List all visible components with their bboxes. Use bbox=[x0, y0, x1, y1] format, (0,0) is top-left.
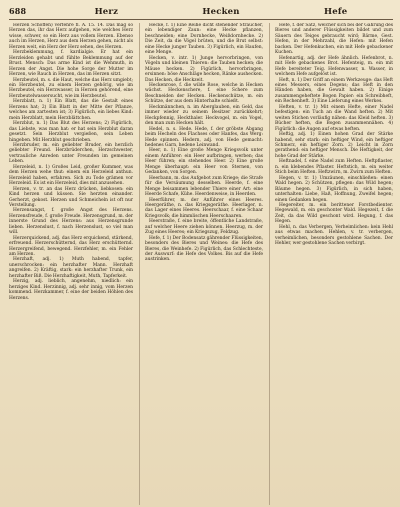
page-number: 688 bbox=[9, 6, 27, 16]
dictionary-entry: Heftig, adj. 1) Einen hohen Grad der Stärke habend, sehr stark: ein heftiger Wind, ein heftiger Schmerz, ein heftiger Zorn. 2) Leicht in Zorn gerathend: ein heftiger Mensch. Die Heftigkeit, der hohe Grad der Stärke. bbox=[275, 132, 393, 159]
dictionary-entry: Hegen, v. tr. 1) Umzäunen, einschließen: einen Wald hegen. 2) Schützen, pflegen: das Wild hegen; Bäume hegen. 3) Figürlich, in sich haben, unterhalten: Liebe, Haß, Hoffnung, Zweifel hegen; einen Gedanken hegen. bbox=[275, 175, 393, 203]
dictionary-entry: Herzbeutel, m. s. die Haut, welche das Herz umgiebt; ein Herzbeutel, zu einem Herzen gehörig, wie im Herzbeutel, ein Herzwasser, in Herzen gehörend, eine Herzbeutelwassersucht, wie im Herzbeutel. bbox=[9, 77, 133, 99]
dictionary-entry: Herzblatt, n. 1) Ein Blatt, das die Gestalt eines Herzens hat; 2) Ein Blatt in der Mitte der Pflanze, welches am zartesten ist; 3) Figürlich, ein liebes Kind: mein Herzblatt, mein Herzblättchen. bbox=[9, 99, 133, 121]
dictionary-entry: Heft, n. 1) Der Griff an einem Werkzeuge: das Heft eines Messers, eines Degens; das Heft in den Händen haben, die Gewalt haben. 2) Einige zusammengeheftete Bogen Papier: ein Schreibheft, ein Rechenheft. 3) Eine Lieferung eines Werkes. bbox=[275, 77, 393, 105]
dictionary-entry: Heften, v. tr. 1) Mit einem Hefte, einer Nadel befestigen: ein Tuch an die Wand heften. 2) Mit weiten Stichen vorläufig nähen: das Kleid heften. 3) Bücher heften, die Bogen zusammennähen. 4) Figürlich: die Augen auf etwas heften. bbox=[275, 104, 393, 132]
dictionary-entry: Hedel, n. s. Hede. Hede, f. der gröbste Abgang beim Hecheln des Flachses oder Hanfes, das Werg: Hede spinnen. Hedern, adj. von Hede gemacht: hedenes Garn, hedene Leinwand. bbox=[145, 126, 263, 148]
headword-center: Hecken bbox=[202, 7, 240, 17]
dictionary-entry: Heerführer, m. der Anführer eines Heeres. Heergeräthe, n. das Kriegsgeräthe. Heerlager, n. das Lager eines Heeres. Heerschaar, f. eine Schaar Kriegsvolk; die himmlischen Heerschaaren. bbox=[145, 197, 263, 219]
dictionary-entry: Herzhaft, adj. 1) Muth habend, tapfer, unerschrocken: ein herzhafter Mann. Herzhaft angreifen. 2) Kräftig, stark: ein herzhafter Trunk, ein herzhafter Biß. Die Herzhaftigkeit, Muth, Tapferkeit. bbox=[9, 257, 133, 279]
dictionary-entry: Hehl, n. das Verbergen, Verheimlichen: kein Hehl aus etwas machen. Hehlen, v. tr. verbergen, verheimlichen, besonders gestohlene Sachen. Der Hehler, wer gestohlene Sachen verbirgt. bbox=[275, 224, 393, 247]
dictionary-entry: Herzeleid, n. 1) Großes Leid, großer Kummer, was dem Herzen wehe thut: einem ein Herzeleid anthun. Herzeleid haben, erfahren. Sich zu Tode grämen vor Herzeleid. Es ist ein Herzeleid, dies mit anzusehen. bbox=[9, 164, 133, 187]
dictionary-entry: Herzensangst, f. große Angst des Herzens. Herzensfreude, f. große Freude. Herzensgrund, m. der innerste Grund des Herzens: aus Herzensgrunde lieben. Herzenslust, f. nach Herzenslust, so viel man will. bbox=[9, 208, 133, 236]
dictionary-entry: Heer, n. 1) Eine große Menge Kriegsvolk unter einem Anführer: ein Heer aufbringen, werben; das Heer führen; ein stehendes Heer. 2) Eine große Menge überhaupt: ein Heer von Sternen, von Gedanken, von Sorgen. bbox=[145, 148, 263, 176]
header-rule bbox=[9, 19, 393, 20]
headword-left: Herz bbox=[94, 7, 119, 17]
column-1 bbox=[9, 23, 133, 505]
dictionary-entry: Herzblut, n. 1) Das Blut des Herzens; 2) Figürlich, das Liebste, was man hat: er hat sein Herzblut daran gesetzt. Sein Herzblut vergießen, sein Leben hingeben. Mit Herzblut geschrieben. bbox=[9, 121, 133, 143]
dictionary-entry: Herzerquickend, adj. das Herz erquickend, stärkend, erfreuend. Herzerschütternd, das Herz erschütternd. Herzergreifend, bewegend. Herzfehler, m. ein Fehler am Herzen. bbox=[9, 235, 133, 258]
dictionary-entry: Herzbruder, m. ein geliebter Bruder, ein herzlich geliebter Freund. Herzbrüderchen, Herzschwester, vertrauliche Anreden unter Freunden im gemeinen Leben. bbox=[9, 142, 133, 165]
running-header bbox=[9, 6, 393, 18]
headword-right: Hefe bbox=[324, 7, 348, 17]
dictionary-entry: Heerstraße, f. eine breite, öffentliche Landstraße, auf welcher Heere ziehen können. Heerzug, m. der Zug eines Heeres; ein Kriegszug, Feldzug. bbox=[145, 219, 263, 236]
dictionary-entry: Heerbann, m. das Aufgebot zum Kriege; die Strafe für die Versäumung desselben. Heerde, f. eine Menge beisammen lebender Thiere einer Art: eine Heerde Schafe, Kühe. Heerdenweise, in Heerden. bbox=[145, 175, 263, 198]
dictionary-entry: Herzen Schöffen) verfehre fl. A. 15. 14. Das mag so Herzen das, ihr das Herz aufgehen, wie welches Herz wisse, schwer, so ein Herz aus vollem Herzen. Ebenso auch im Herzen, Herz aus dem Herzen gehen, nicht als Herzen weit, ein Herz der Herz sehen, des Herzen. bbox=[9, 23, 133, 50]
dictionary-entry: Hecken, v. intr. 1) Junge hervorbringen, von Vögeln und kleinen Thieren: die Tauben hecken; die Mäuse hecken. 2) Figürlich, hervorbringen, ersinnen: böse Anschläge hecken, Ränke aushecken. Das Hecken, die Heckzeit. bbox=[145, 55, 263, 83]
text-columns bbox=[9, 23, 393, 505]
dictionary-entry: Herzen, v. tr. an das Herz drücken, liebkosen: ein Kind herzen und küssen. Sie herzten einander. Gerherzt, gekost. Herzen und Schmeicheln ist oft nur Verstellung. bbox=[9, 186, 133, 208]
dictionary-entry: Hefe, f. 1) Der Bodensatz gährender Flüssigkeiten, besonders des Bieres und Weines: die Hefe des Bieres, die Weinhefe. 2) Figürlich, das Schlechteste, der Auswurf: die Hefe des Volkes. Bis auf die Hefe austrinken. bbox=[145, 235, 263, 263]
dictionary-entry: Hecke, f. 1) Eine Reihe dicht stehender Sträucher, ein lebendiger Zaun: eine Hecke pflanzen, beschneiden; eine Dornhecke, Weißdornhecke. 2) Die Zeit, da die Vögel brüten, und die Brut selbst: eine Hecke junger Tauben. 3) Figürlich, ein Haufen, eine Menge. bbox=[145, 23, 263, 56]
dictionary-entry: Heftnadel, f. eine Nadel zum Heften. Heftpflaster, n. ein klebendes Pflaster. Heftstich, m. ein weiter Stich beim Heften. Heftzwirn, m. Zwirn zum Heften. bbox=[275, 159, 393, 176]
dictionary-entry: Heckmännchen, n. im Aberglauben, ein Geld, das immer wieder zu seinem Besitzer zurückkehrt; Heckpfennig, Heckthaler. Heckvogel, m. ein Vogel, den man zum Hecken hält. bbox=[145, 104, 263, 127]
dictionary-entry: Herzbeklemmung, f. kardialgie. Er hat ein Herzleiden gehabt und fühlte Beklemmung auf der Brust. Mensch: Das arme Kind ist die Wehmuth, in Herzen der Angst. Die hohe Sorge der Mutter im Herzen, wie Rauch in Herzen, das im Herzen sitzt. bbox=[9, 50, 133, 78]
column-2 bbox=[139, 23, 263, 505]
column-3 bbox=[269, 23, 393, 505]
dictionary-entry: Hefenartig, adj. der Hefe ähnlich. Hefenbrot, n. mit Hefe gebackenes Brot. Hefenteig, m. ein mit Hefe bereiteter Teig. Hefenwasser, n. Wasser, in welchem Hefe aufgelöst ist. bbox=[275, 55, 393, 78]
dictionary-entry: Heckenrose, f. die wilde Rose, welche in Hecken wächst. Heckenschere, f. eine Schere zum Beschneiden der Hecken. Heckenschütze, m. ein Schütze, der aus dem Hinterhalte schießt. bbox=[145, 82, 263, 105]
dictionary-entry: Hefe, f. der Satz, welcher sich bei der Gährung des Bieres und anderer Flüssigkeiten bildet und zum Säuern des Teiges gebraucht wird; Bärme, Gest. Hefen, in der Mehrzahl, die Hefen: mit Hefen backen. Der Hefenkuchen, ein mit Hefe gebackener Kuchen. bbox=[275, 23, 393, 56]
dictionary-entry: Herzig, adj. lieblich, angenehm, niedlich: ein herziges Kind. Herzinnig, adj. sehr innig, vom Herzen kommend. Herzkammer, f. eine der beiden Höhlen des Herzens. bbox=[9, 279, 133, 301]
dictionary-entry: Hegereiter, m. ein berittener Forstbedienter. Hegewald, m. ein geschonter Wald. Hegezeit, f. die Zeit, da das Wild geschont wird. Hegung, f. das Hegen. bbox=[275, 202, 393, 225]
